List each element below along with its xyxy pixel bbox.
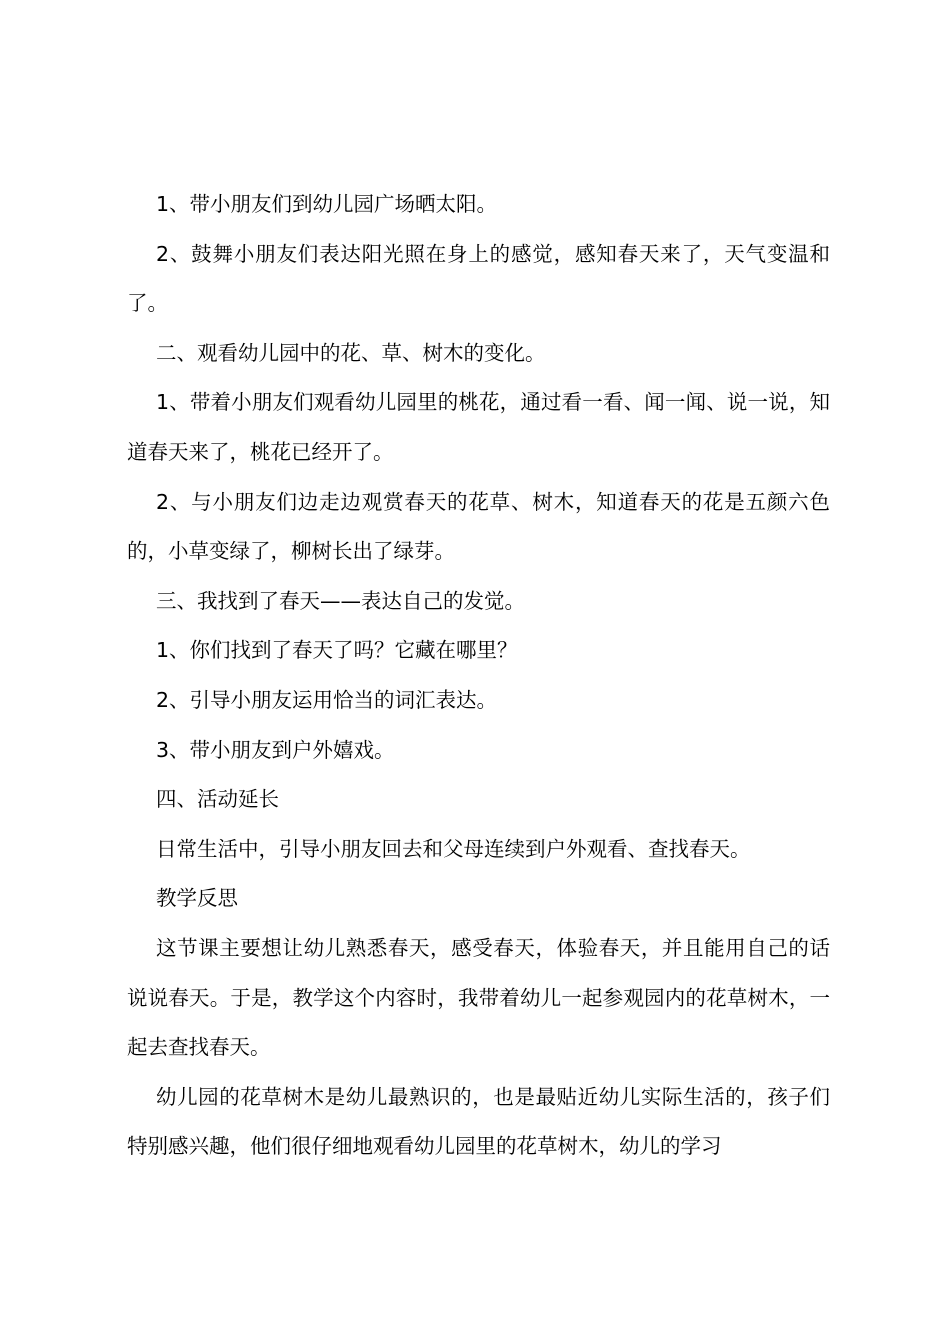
paragraph-flowers-trees: 2、与小朋友们边走边观赏春天的花草、树木，知道春天的花是五颜六色的，小草变绿了，柳树长出了绿芽。 [127,489,830,564]
paragraph-reflection-2: 幼儿园的花草树木是幼儿最熟识的，也是最贴近幼儿实际生活的，孩子们特别感兴趣，他们很仔细地观看幼儿园里的花草树木，幼儿的学习 [127,1084,830,1159]
section-heading-found-spring: 三、我找到了春天——表达自己的发觉。 [156,588,525,613]
paragraph-outdoor-play: 3、带小朋友到户外嬉戏。 [156,737,395,762]
document-body [127,180,830,1172]
paragraph-question-where: 1、你们找到了春天了吗？它藏在哪里？ [156,638,518,663]
paragraph-step-1-sunbathe: 1、带小朋友们到幼儿园广场晒太阳。 [156,192,498,216]
section-heading-reflection: 教学反思 [156,886,238,911]
paragraph-peach-blossoms: 1、带着小朋友们观看幼儿园里的桃花，通过看一看、闻一闻、说一说，知道春天来了，桃花已经开了。 [127,390,830,464]
section-heading-extension: 四、活动延长 [156,787,279,812]
paragraph-vocabulary: 2、引导小朋友运用恰当的词汇表达。 [156,687,498,712]
paragraph-reflection-1: 这节课主要想让幼儿熟悉春天，感受春天，体验春天，并且能用自己的话说说春天。于是，教学这个内容时，我带着幼儿一起参观园内的花草树木，一起去查找春天。 [127,935,830,1060]
paragraph-daily-life: 日常生活中，引导小朋友回去和父母连续到户外观看、查找春天。 [156,836,751,861]
paragraph-step-2-feel-sunshine: 2、鼓舞小朋友们表达阳光照在身上的感觉，感知春天来了，天气变温和了。 [127,241,830,316]
section-heading-observe-changes: 二、观看幼儿园中的花、草、树木的变化。 [156,340,546,365]
